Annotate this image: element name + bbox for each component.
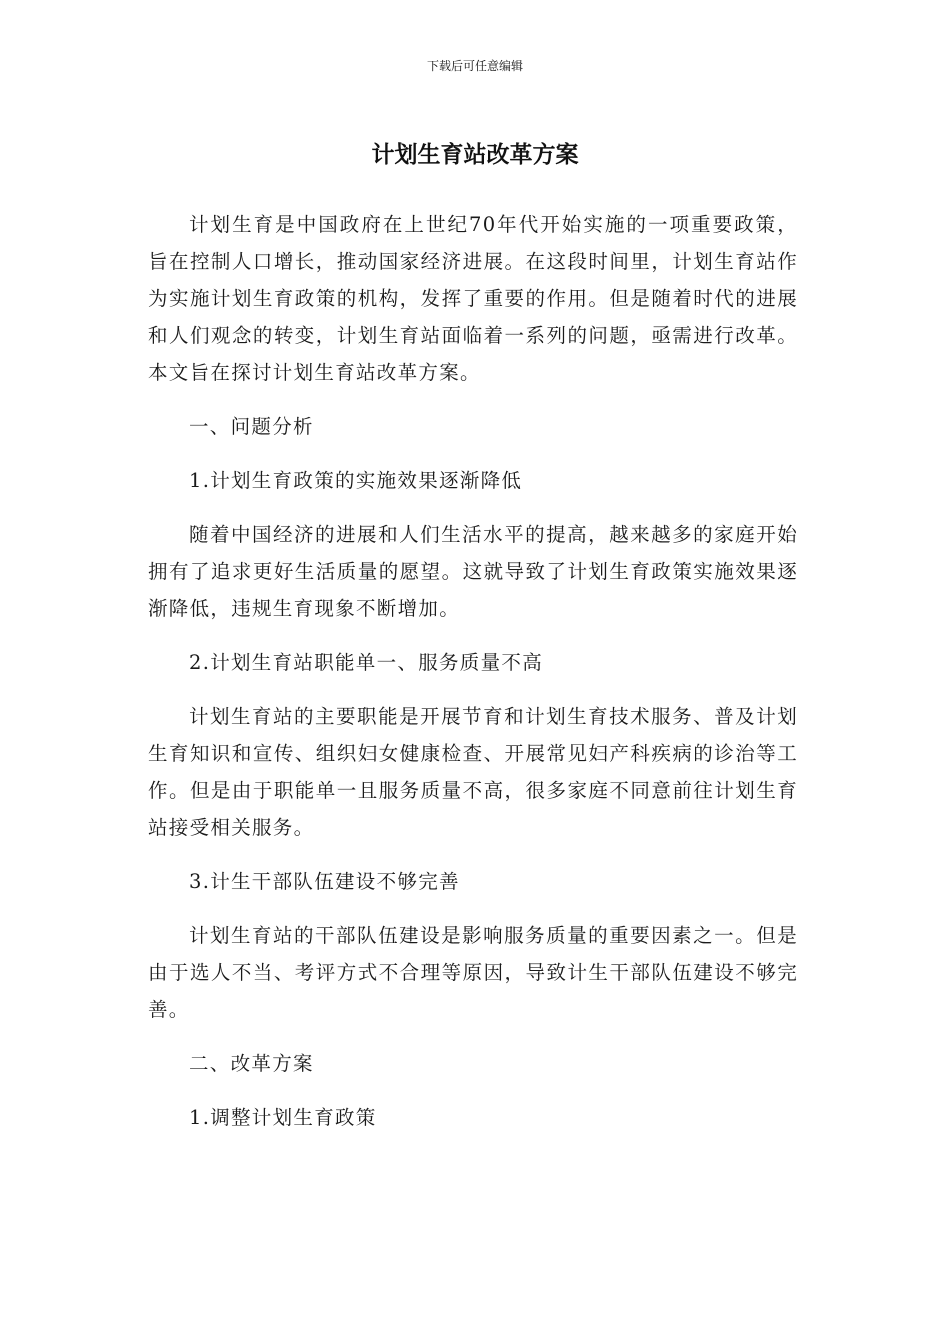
subheading-policy-effect: 1.计划生育政策的实施效果逐渐降低 bbox=[189, 469, 523, 492]
paragraph-station-function: 计划生育站的主要职能是开展节育和计划生育技术服务、普及计划生育知识和宣传、组织妇女健康检查、开展常见妇产科疾病的诊治等工作。但是由于职能单一且服务质量不高，很多家庭不同意前往计划生育站接受相关服务。 bbox=[148, 705, 798, 839]
section-heading-reform-plan: 二、改革方案 bbox=[189, 1052, 314, 1075]
subheading-station-function: 2.计划生育站职能单一、服务质量不高 bbox=[189, 651, 544, 674]
subheading-adjust-policy: 1.调整计划生育政策 bbox=[189, 1106, 377, 1129]
subheading-cadre-team: 3.计生干部队伍建设不够完善 bbox=[189, 870, 460, 893]
paragraph-cadre-team: 计划生育站的干部队伍建设是影响服务质量的重要因素之一。但是由于选人不当、考评方式不合理等原因，导致计生干部队伍建设不够完善。 bbox=[148, 924, 798, 1021]
section-heading-problem-analysis: 一、问题分析 bbox=[189, 415, 314, 438]
header-note: 下载后可任意编辑 bbox=[426, 59, 523, 73]
document-body bbox=[148, 206, 798, 1153]
document-title: 计划生育站改革方案 bbox=[371, 142, 579, 168]
paragraph-policy-effect: 随着中国经济的进展和人们生活水平的提高，越来越多的家庭开始拥有了追求更好生活质量的愿望。这就导致了计划生育政策实施效果逐渐降低，违规生育现象不断增加。 bbox=[148, 523, 798, 620]
intro-paragraph: 计划生育是中国政府在上世纪70年代开始实施的一项重要政策，旨在控制人口增长，推动国家经济进展。在这段时间里，计划生育站作为实施计划生育政策的机构，发挥了重要的作用。但是随着时代的进展和人们观念的转变，计划生育站面临着一系列的问题，亟需进行改革。本文旨在探讨计划生育站改革方案。 bbox=[148, 213, 798, 384]
